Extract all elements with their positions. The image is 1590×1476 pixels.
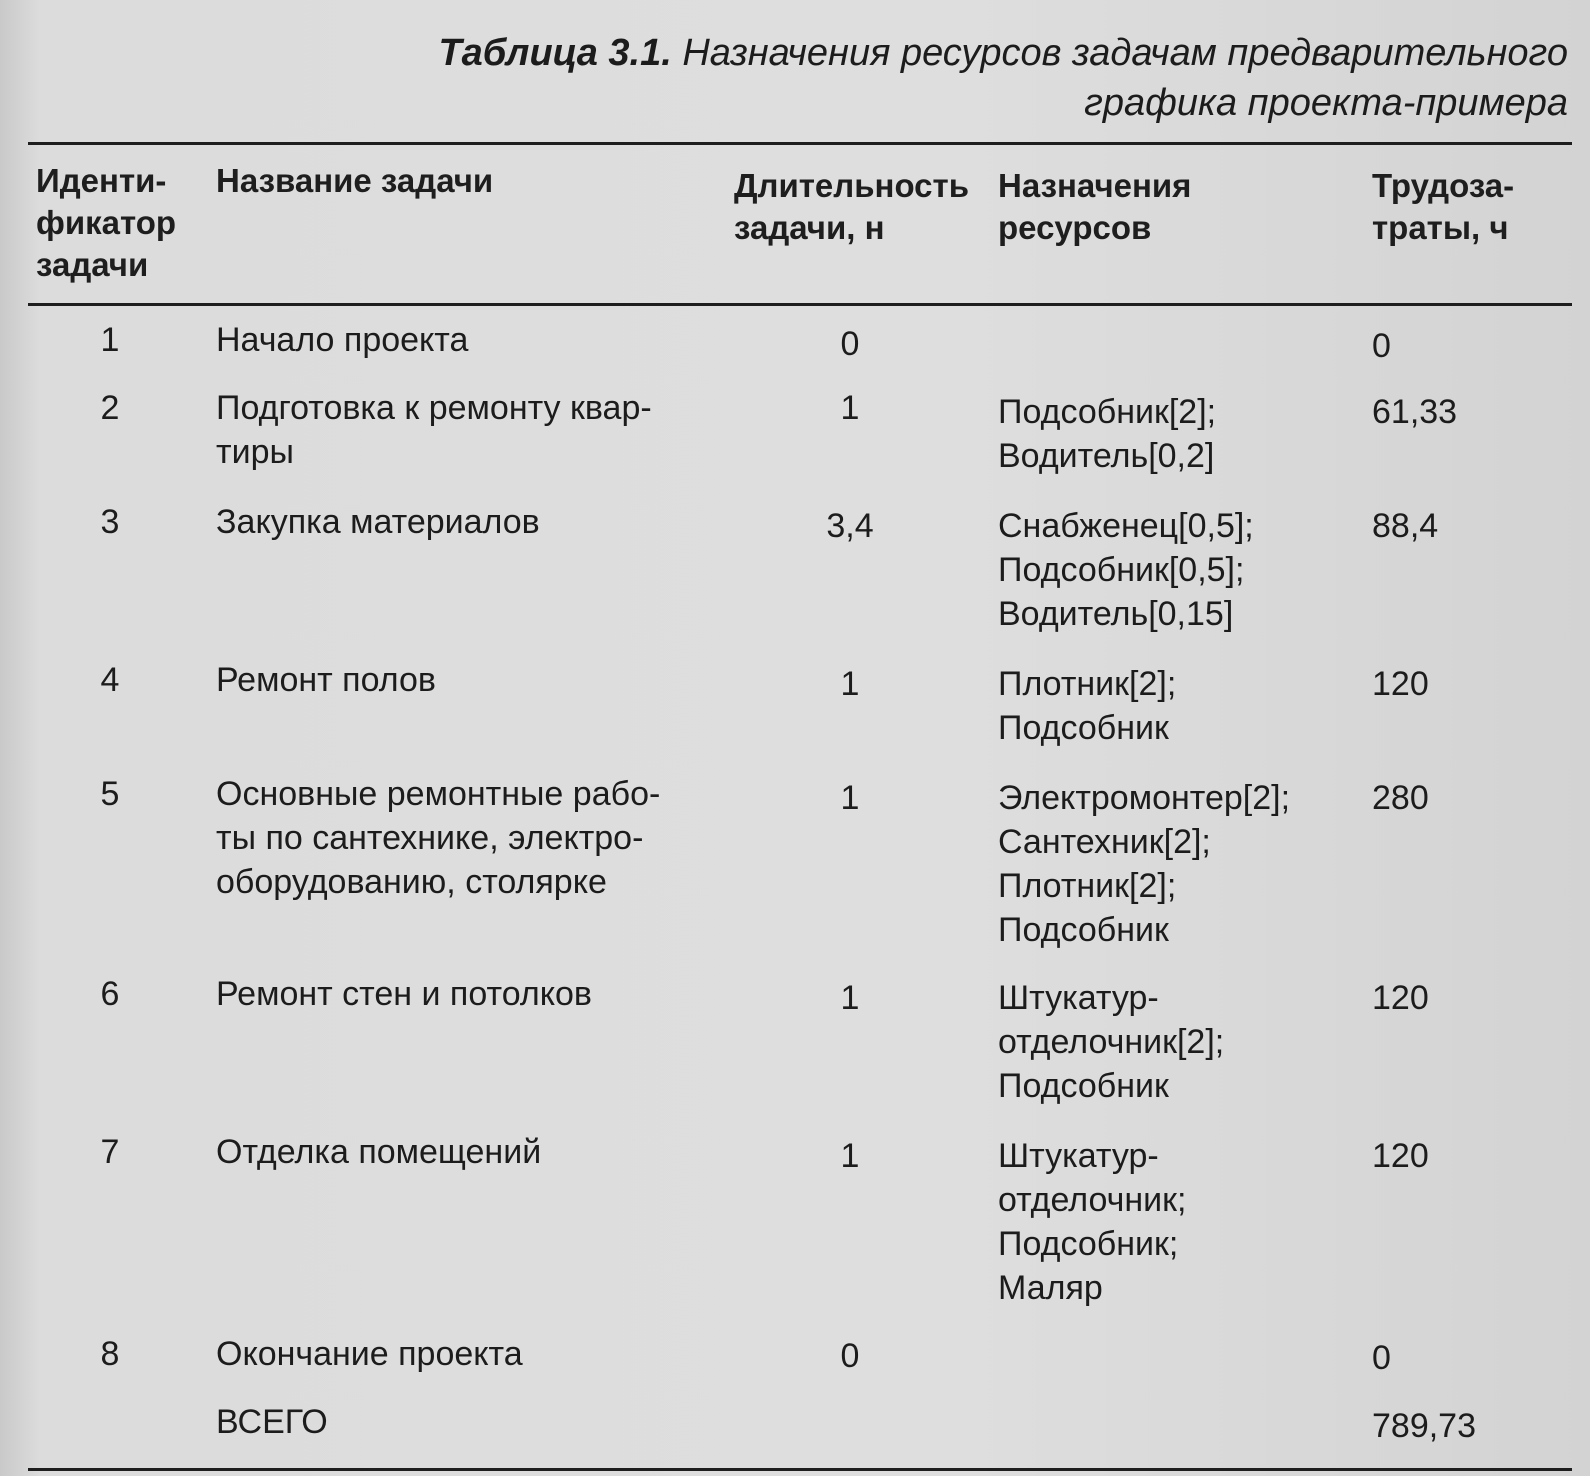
task-resources: Плотник[2]; Подсобник: [998, 665, 1177, 747]
header-work: Трудоза- траты, ч: [1372, 167, 1515, 246]
task-duration: 1: [840, 389, 860, 427]
task-id: 5: [100, 775, 120, 813]
task-duration: 1: [840, 665, 860, 703]
table-top-rule: [28, 142, 1572, 145]
task-resources: Подсобник[2]; Водитель[0,2]: [998, 393, 1217, 475]
header-resources: Назначения ресурсов: [998, 167, 1192, 246]
task-resources: Снабженец[0,5]; Подсобник[0,5]; Водитель[0,15]: [998, 507, 1254, 633]
task-duration: 0: [840, 1337, 860, 1375]
task-resources: Штукатур- отделочник; Подсобник; Маляр: [998, 1137, 1187, 1307]
task-name: Отделка помещений: [216, 1133, 542, 1171]
table-title-line-1: Назначения ресурсов задачам предварительного: [682, 32, 1568, 74]
task-id: 7: [100, 1133, 120, 1171]
task-id: 3: [100, 503, 120, 541]
task-duration: 1: [840, 979, 860, 1017]
table-caption: [268, 28, 1568, 128]
task-name: Начало проекта: [216, 321, 469, 359]
task-resources: Электромонтер[2]; Сантехник[2]; Плотник[2]; Подсобник: [998, 779, 1291, 949]
task-id: 4: [100, 661, 120, 699]
task-work: 0: [1372, 327, 1391, 365]
header-id: Иденти- фикатор задачи: [36, 162, 177, 283]
total-label: ВСЕГО: [216, 1403, 328, 1441]
task-work: 88,4: [1372, 507, 1439, 545]
task-name: Окончание проекта: [216, 1335, 523, 1373]
task-work: 120: [1372, 1137, 1429, 1175]
header-name: Название задачи: [216, 162, 494, 199]
task-work: 120: [1372, 665, 1429, 703]
task-id: 2: [100, 389, 120, 427]
task-duration: 1: [840, 1137, 860, 1175]
task-name: Ремонт стен и потолков: [216, 975, 592, 1013]
task-work: 0: [1372, 1339, 1391, 1377]
task-id: 6: [100, 975, 120, 1013]
task-name: Закупка материалов: [216, 503, 540, 541]
task-duration: 0: [840, 325, 860, 363]
task-work: 61,33: [1372, 393, 1458, 431]
task-name: Основные ремонтные рабо- ты по сантехнике, электро- оборудованию, столярке: [216, 775, 661, 901]
table-title-line-2: графика проекта-примера: [1084, 82, 1568, 124]
task-resources: Штукатур- отделочник[2]; Подсобник: [998, 979, 1225, 1105]
table-header-rule: [28, 303, 1572, 306]
task-name: Подготовка к ремонту квар- тиры: [216, 389, 652, 471]
task-id: 1: [100, 321, 120, 359]
table-bottom-rule: [28, 1468, 1572, 1471]
total-work: 789,73: [1372, 1407, 1476, 1445]
table-number: Таблица 3.1.: [438, 32, 672, 74]
task-duration: 3,4: [826, 507, 874, 545]
task-work: 120: [1372, 979, 1429, 1017]
task-name: Ремонт полов: [216, 661, 436, 699]
task-work: 280: [1372, 779, 1429, 817]
header-duration: Длительность задачи, н: [734, 167, 969, 246]
task-id: 8: [100, 1335, 120, 1373]
task-duration: 1: [840, 779, 860, 817]
